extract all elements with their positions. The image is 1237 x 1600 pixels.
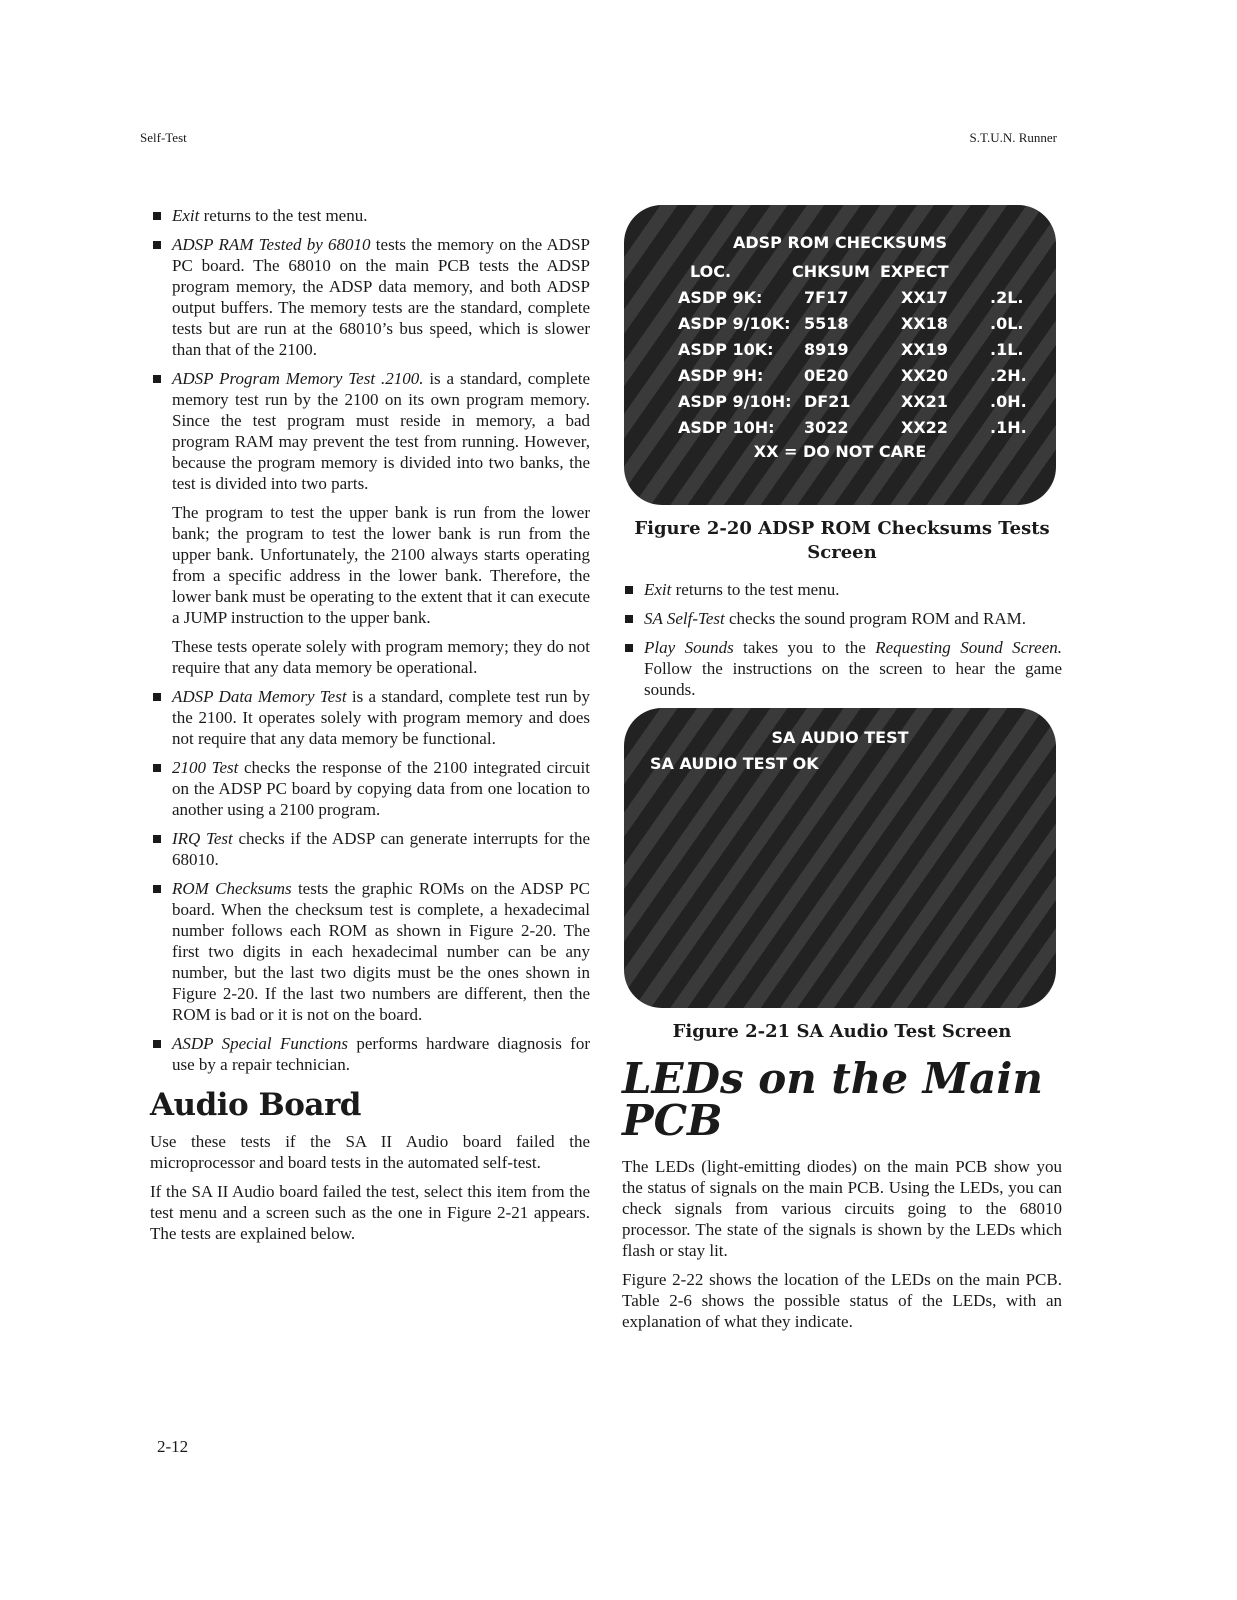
- bullet-adsp-data: ADSP Data Memory Test is a standard, complete test run by the 2100. It operates solely with program memory and does not require that any data memory be functional.: [150, 686, 590, 749]
- screen-footer: XX = DO NOT CARE: [753, 442, 927, 461]
- bullet-2100-test: 2100 Test checks the response of the 2100 integrated circuit on the ADSP PC board by copying data from one location to another using a 2100 program.: [150, 757, 590, 820]
- bullet-sa-self-test: SA Self-Test checks the sound program ROM and RAM.: [622, 608, 1062, 629]
- page-number: 2-12: [157, 1437, 189, 1456]
- col-header-chksum: CHKSUM: [792, 262, 870, 281]
- leds-paragraph-1: The LEDs (light-emitting diodes) on the main PCB show you the status of signals on the main PCB. Using the LEDs, you can check signals from various circuits going to the 68010 processor. The state of the signals is shown by the LEDs which flash or stay lit.: [622, 1157, 1062, 1260]
- bullet-rom-checksums: ROM Checksums tests the graphic ROMs on the ADSP PC board. When the checksum test is complete, a hexadecimal number follows each ROM as shown in Figure 2-20. The first two digits in each hexadecimal number can be any number, but the last two digits must be the ones shown in Figure 2-20. If the last two numbers are different, then the ROM is bad or it is not on the board.: [150, 878, 590, 1025]
- audio-paragraph-2: If the SA II Audio board failed the test, select this item from the test menu and a screen such as the one in Figure 2-21 appears. The tests are explained below.: [150, 1182, 590, 1243]
- screen-title: ADSP ROM CHECKSUMS: [732, 233, 948, 252]
- bullet-exit: Exit returns to the test menu.: [150, 205, 590, 226]
- running-header-left: Self-Test: [140, 130, 187, 145]
- bullet-play-sounds: Play Sounds takes you to the Requesting Sound Screen. Follow the instructions on the screen to hear the game sounds.: [622, 637, 1062, 700]
- audio-board-heading: Audio Board: [150, 1087, 361, 1123]
- sa-audio-test-screen: [624, 708, 1056, 1008]
- program-paragraph-1: The program to test the upper bank is run from the lower bank; the program to test the lower bank is run from the upper bank. Unfortunately, the 2100 always starts operating from a specific address in the lower bank. Therefore, the lower bank must be operating to the extent that it can execute a JUMP instruction to the upper bank.: [172, 503, 590, 627]
- left-column: [150, 205, 590, 1252]
- program-paragraph-2: These tests operate solely with program memory; they do not require that any data memory be operational.: [172, 637, 590, 677]
- right-column: [622, 205, 1062, 1340]
- bullet-special-functions: ASDP Special Functions performs hardware diagnosis for use by a repair technician.: [150, 1033, 590, 1075]
- col-header-loc: LOC.: [690, 262, 732, 281]
- screen-title: SA AUDIO TEST: [771, 728, 909, 747]
- leds-heading: LEDs on the Main PCB: [622, 1054, 1043, 1145]
- screen-status-line: SA AUDIO TEST OK: [650, 754, 819, 773]
- col-header-expect: EXPECT: [880, 262, 949, 281]
- rom-checksums-screen: ADSP ROM CHECKSUMS LOC. CHKSUM EXPECT ASDP 9K: 7F17 XX17 .2L. ASDP 9/10K: 5518 XX18 .0L. ASDP 10K: 8919 XX19 .1L. ASDP 9H: 0E20 XX20 .2H. ASDP 9/10H: DF21 XX21 .0H. ASDP 10H: 3022 XX22 .1H. XX = DO NOT CARE: [624, 205, 1056, 505]
- figure-20-caption: Figure 2-20 ADSP ROM Checksums Tests Screen: [634, 518, 1050, 563]
- bullet-irq-test: IRQ Test checks if the ADSP can generate interrupts for the 68010.: [150, 828, 590, 870]
- audio-paragraph-1: Use these tests if the SA II Audio board failed the microprocessor and board tests in the automated self-test.: [150, 1132, 590, 1172]
- bullet-adsp-program: ADSP Program Memory Test .2100. is a standard, complete memory test run by the 2100 on its own program memory. Since the test program must reside in memory, a bad program RAM may prevent the test from running. However, because the program memory is divided into two banks, the test is divided into two parts.: [150, 368, 590, 494]
- running-header-right: S.T.U.N. Runner: [969, 130, 1057, 145]
- bullet-exit-audio: Exit returns to the test menu.: [622, 579, 1062, 600]
- figure-21-caption: Figure 2-21 SA Audio Test Screen: [672, 1021, 1012, 1042]
- leds-paragraph-2: Figure 2-22 shows the location of the LEDs on the main PCB. Table 2-6 shows the possible status of the LEDs, with an explanation of what they indicate.: [622, 1270, 1062, 1331]
- bullet-adsp-ram: ADSP RAM Tested by 68010 tests the memory on the ADSP PC board. The 68010 on the main PCB tests the ADSP program memory, the ADSP data memory, and both ADSP output buffers. The memory tests are the standard, complete tests but are run at the 68010’s bus speed, which is slower than that of the 2100.: [150, 234, 590, 360]
